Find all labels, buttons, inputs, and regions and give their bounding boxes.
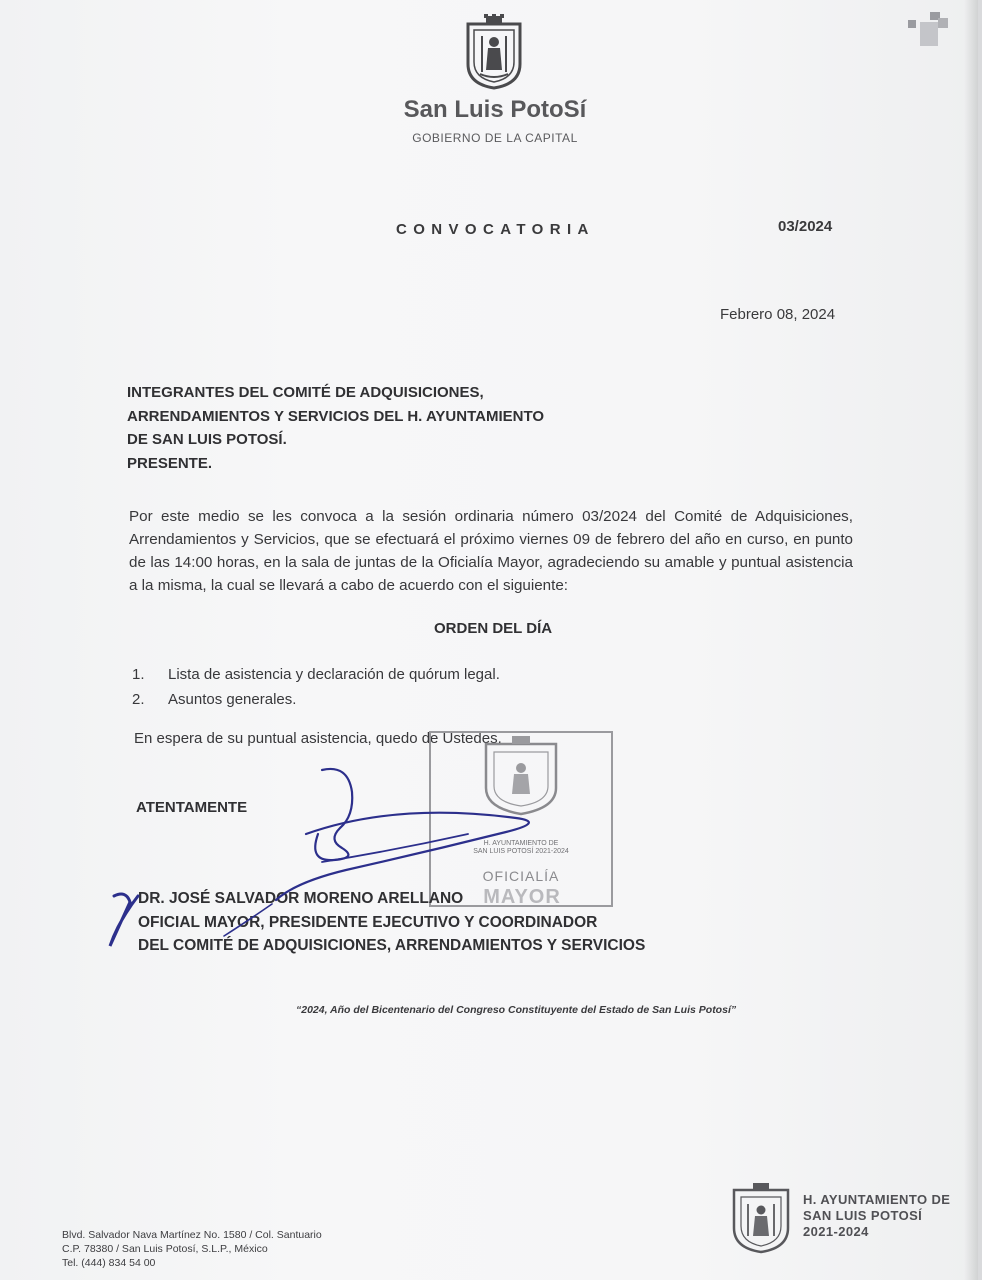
address-line: Blvd. Salvador Nava Martínez No. 1580 / Col. Santuario <box>62 1229 322 1241</box>
recipient-line: DE SAN LUIS POTOSÍ. <box>127 431 287 448</box>
coat-of-arms-icon <box>462 14 526 90</box>
footer-org-line: 2021-2024 <box>803 1224 869 1239</box>
recipient-line: INTEGRANTES DEL COMITÉ DE ADQUISICIONES, <box>127 384 484 401</box>
city-name: San Luis PotoSí <box>403 96 587 123</box>
stamp-office-mayor: MAYOR <box>483 886 561 908</box>
footer-organization <box>803 1192 950 1240</box>
document-number: 03/2024 <box>778 218 833 235</box>
signer-title: OFICIAL MAYOR, PRESIDENTE EJECUTIVO Y COORDINADOR <box>138 913 598 931</box>
footer-address <box>62 1228 322 1270</box>
page-edge-shadow <box>964 0 978 1280</box>
agenda-list <box>132 662 500 712</box>
agenda-title: ORDEN DEL DÍA <box>434 620 553 637</box>
agenda-item-number: 1. <box>132 666 145 683</box>
handwritten-signature <box>96 762 616 962</box>
recipient-block <box>127 381 544 475</box>
agenda-item <box>132 662 500 687</box>
address-line: Tel. (444) 834 54 00 <box>62 1257 156 1269</box>
body-paragraph: Por este medio se les convoca a la sesión ordinaria número 03/2024 del Comité de Adquisiciones, Arrendamientos y Servicios, que se efectuará el próximo viernes 09 de febrero del año en curso, en punto de las 14:00 horas, en la sala de juntas de la Oficialía Mayor, agradeciendo su amable y puntual asistencia a la misma, la cual se llevará a cabo de acuerdo con el siguiente: <box>129 508 853 594</box>
stamp-text: H. AYUNTAMIENTO DE SAN LUIS POTOSÍ 2021-2024 <box>473 840 569 855</box>
agenda-item <box>132 687 500 712</box>
agenda-item-text: Lista de asistencia y declaración de quórum legal. <box>168 666 500 683</box>
address-line: C.P. 78380 / San Luis Potosí, S.L.P., México <box>62 1243 268 1255</box>
footer-org-line: SAN LUIS POTOSÍ <box>803 1208 923 1223</box>
signer-name: DR. JOSÉ SALVADOR MORENO ARELLANO <box>138 890 464 907</box>
recipient-line: PRESENTE. <box>127 454 213 472</box>
signer-title: DEL COMITÉ DE ADQUISICIONES, ARRENDAMIENTOS Y SERVICIOS <box>138 937 646 954</box>
government-subtitle: GOBIERNO DE LA CAPITAL <box>412 131 578 145</box>
agenda-item-number: 2. <box>132 691 145 708</box>
recipient-line: ARRENDAMIENTOS Y SERVICIOS DEL H. AYUNTAMIENTO <box>127 407 545 425</box>
footer-coat-of-arms-icon <box>728 1180 794 1254</box>
document-date: Febrero 08, 2024 <box>720 306 836 323</box>
year-motto: “2024, Año del Bicentenario del Congreso Constituyente del Estado de San Luis Potosí” <box>296 1004 737 1016</box>
document-title: CONVOCATORIA <box>396 221 595 238</box>
closing-line: En espera de su puntual asistencia, quedo de Ustedes. <box>134 730 502 747</box>
valediction: ATENTAMENTE <box>136 799 248 816</box>
agenda-item-text: Asuntos generales. <box>168 691 297 708</box>
footer-org-line: H. AYUNTAMIENTO DE <box>803 1192 951 1207</box>
stamp-office: OFICIALÍA <box>482 868 560 884</box>
corner-mark-icon <box>908 12 950 48</box>
